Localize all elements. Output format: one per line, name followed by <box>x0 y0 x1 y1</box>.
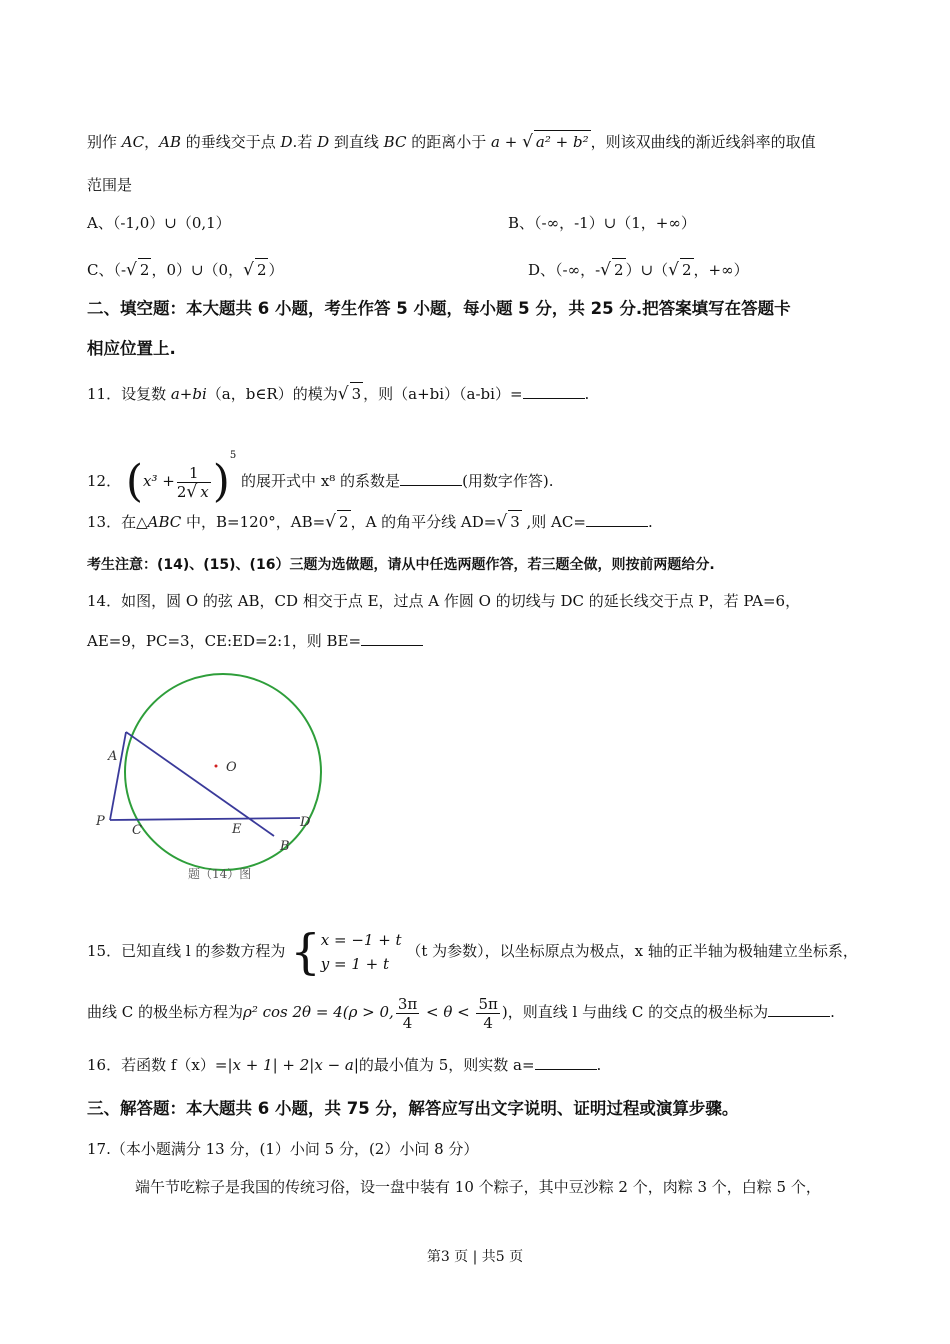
text: 的距离小于 <box>406 133 491 151</box>
page-footer: 第3 页 | 共5 页 <box>426 1249 524 1265</box>
sqrt-sign: √ <box>337 384 349 404</box>
math: |x + 1| + 2|x − a| <box>227 1056 359 1074</box>
text: (用数字作答). <box>462 472 554 490</box>
label-p: P <box>96 814 105 829</box>
fraction <box>177 464 211 501</box>
q16 <box>87 1054 601 1076</box>
brace: { <box>290 924 321 980</box>
text: ） <box>268 261 284 279</box>
radicand: 3 <box>508 510 522 533</box>
option-a: A、（-1,0）∪（0,1） <box>87 214 231 232</box>
text: 13．在 <box>87 513 137 531</box>
text: AC <box>121 133 145 151</box>
radicand: 2 <box>255 258 269 281</box>
q10-line1 <box>87 130 816 153</box>
q14-line1: 14．如图，圆 O 的弦 AB，CD 相交于点 E，过点 A 作圆 O 的切线与 DC 的延长线交于点 P，若 PA=6， <box>87 592 801 610</box>
sqrt-sign: √ <box>522 132 533 152</box>
text: D <box>280 133 293 151</box>
text: 的最小值为 5，则实数 a= <box>358 1056 535 1074</box>
text: . <box>596 1056 602 1074</box>
math: ρ² cos 2θ = 4(ρ > 0, <box>243 1003 394 1021</box>
segment-pd <box>110 818 300 820</box>
figure-caption: 题（14）图 <box>188 867 252 881</box>
denominator <box>177 483 211 501</box>
radicand: 2 <box>337 510 351 533</box>
paren-right: ) <box>212 456 230 507</box>
text: ， <box>144 133 160 151</box>
text: 15．已知直线 l 的参数方程为 <box>87 942 286 960</box>
equation-2: y = 1 + t <box>320 955 390 973</box>
math: a+bi <box>170 385 207 403</box>
text: ，A 的角平分线 AD= <box>350 513 497 531</box>
text: ,则 AC= <box>521 513 586 531</box>
center-dot <box>215 765 218 768</box>
text: ，则该双曲线的渐近线斜率的取值 <box>590 133 816 151</box>
answer-blank <box>768 1002 830 1017</box>
circle-o <box>125 674 321 870</box>
text: 16．若函数 f（x）= <box>87 1056 228 1074</box>
q11 <box>87 382 589 405</box>
text: ，则（a+bi）（a-bi）= <box>363 385 523 403</box>
text: ）∪（ <box>625 261 669 279</box>
sqrt-sign: √ <box>126 260 137 280</box>
text: . <box>647 513 653 531</box>
option-d <box>528 258 749 281</box>
q12 <box>87 428 554 510</box>
math: a² + b² <box>535 133 589 151</box>
denominator: 4 <box>483 1013 493 1032</box>
paren-left: ( <box>125 456 144 507</box>
text: D、（-∞，- <box>528 261 601 279</box>
section2-title: 二、填空题：本大题共 6 小题，考生作答 5 小题，每小题 5 分，共 25 分.把答案填写在答题卡 <box>87 299 791 318</box>
label-d: D <box>300 815 311 830</box>
math: a <box>491 133 500 151</box>
text: . <box>830 1003 835 1021</box>
sqrt-sign: √ <box>668 260 679 280</box>
answer-blank <box>523 384 585 399</box>
math: x³ + <box>143 472 175 490</box>
exponent: 5 <box>229 450 237 461</box>
text: 2 <box>176 482 187 501</box>
text: ，+∞） <box>693 261 749 279</box>
text: AB <box>159 133 181 151</box>
section2-title-cont: 相应位置上. <box>87 339 176 358</box>
text: 曲线 C 的极坐标方程为 <box>87 1003 244 1021</box>
sqrt-sign: √ <box>600 260 612 280</box>
fraction <box>476 995 499 1032</box>
numerator: 5π <box>478 994 498 1013</box>
answer-blank <box>586 512 648 527</box>
option-c <box>87 258 284 281</box>
segment-pa <box>110 732 126 820</box>
text: 别作 <box>87 133 122 151</box>
radicand: 2 <box>680 258 694 281</box>
q13 <box>87 510 653 533</box>
text: （t 为参数），以坐标原点为极点，x 轴的正半轴为极轴建立坐标系， <box>406 942 858 960</box>
label-e: E <box>232 822 242 837</box>
text: . <box>584 385 590 403</box>
label-o: O <box>226 760 237 775</box>
text: 12． <box>87 472 122 490</box>
radicand: x <box>200 482 209 501</box>
option-b: B、（-∞，-1）∪（1，+∞） <box>508 214 696 232</box>
equation-1: x = −1 + t <box>320 931 402 949</box>
text: C、（- <box>87 261 127 279</box>
sqrt-sign: √ <box>186 481 198 502</box>
text: 11．设复数 <box>87 385 171 403</box>
text: 的垂线交于点 <box>180 133 281 151</box>
numerator: 3π <box>397 994 418 1013</box>
q17-header: 17.（本小题满分 13 分，(1）小问 5 分，(2）小问 8 分） <box>87 1140 479 1158</box>
denominator: 4 <box>402 1013 413 1032</box>
radicand: 2 <box>138 258 152 281</box>
text: D <box>317 133 330 151</box>
sqrt-sign: √ <box>325 512 337 532</box>
label-c: C <box>132 823 142 838</box>
label-a: A <box>108 749 118 764</box>
answer-blank <box>400 471 462 486</box>
selection-notice: 考生注意：(14)、(15)、(16）三题为选做题，请从中任选两题作答，若三题全做，则按前两题给分. <box>87 557 715 573</box>
radicand <box>534 130 591 153</box>
q14-line2 <box>87 630 423 652</box>
math: < θ < <box>421 1003 475 1021</box>
radicand: 2 <box>612 258 626 281</box>
answer-blank <box>535 1055 597 1070</box>
fraction <box>396 995 419 1032</box>
section3-title: 三、解答题：本大题共 6 小题，共 75 分，解答应写出文字说明、证明过程或演算步骤。 <box>87 1099 739 1118</box>
text: BC <box>383 133 407 151</box>
q15-line1 <box>87 924 858 980</box>
sqrt-sign: √ <box>243 260 254 280</box>
numerator: 1 <box>177 464 211 483</box>
text: ，则直线 l 与曲线 C 的交点的极坐标为 <box>507 1003 769 1021</box>
text: 的展开式中 x⁸ 的系数是 <box>241 472 401 490</box>
equation-system <box>321 928 402 976</box>
q15-line2 <box>87 990 835 1034</box>
text: AE=9，PC=3，CE:ED=2:1，则 BE= <box>87 632 362 650</box>
text: ，0）∪（0， <box>151 261 244 279</box>
math: △ABC <box>136 513 182 531</box>
math: + <box>499 133 523 151</box>
text: .若 <box>292 133 318 151</box>
q17-body: 端午节吃粽子是我国的传统习俗，设一盘中装有 10 个粽子，其中豆沙粽 2 个，肉粽 3 个，白粽 5 个， <box>135 1178 821 1196</box>
text: （a，b∈R）的模为 <box>206 385 338 403</box>
sqrt-sign: √ <box>496 512 508 532</box>
text: 中，B=120°，AB= <box>181 513 326 531</box>
q14-figure <box>88 670 328 885</box>
label-b: B <box>280 839 290 854</box>
q10-line2: 范围是 <box>87 176 133 194</box>
answer-blank <box>361 631 423 646</box>
radicand: 3 <box>350 382 364 405</box>
text: 到直线 <box>329 133 384 151</box>
math: ) <box>501 1003 508 1021</box>
